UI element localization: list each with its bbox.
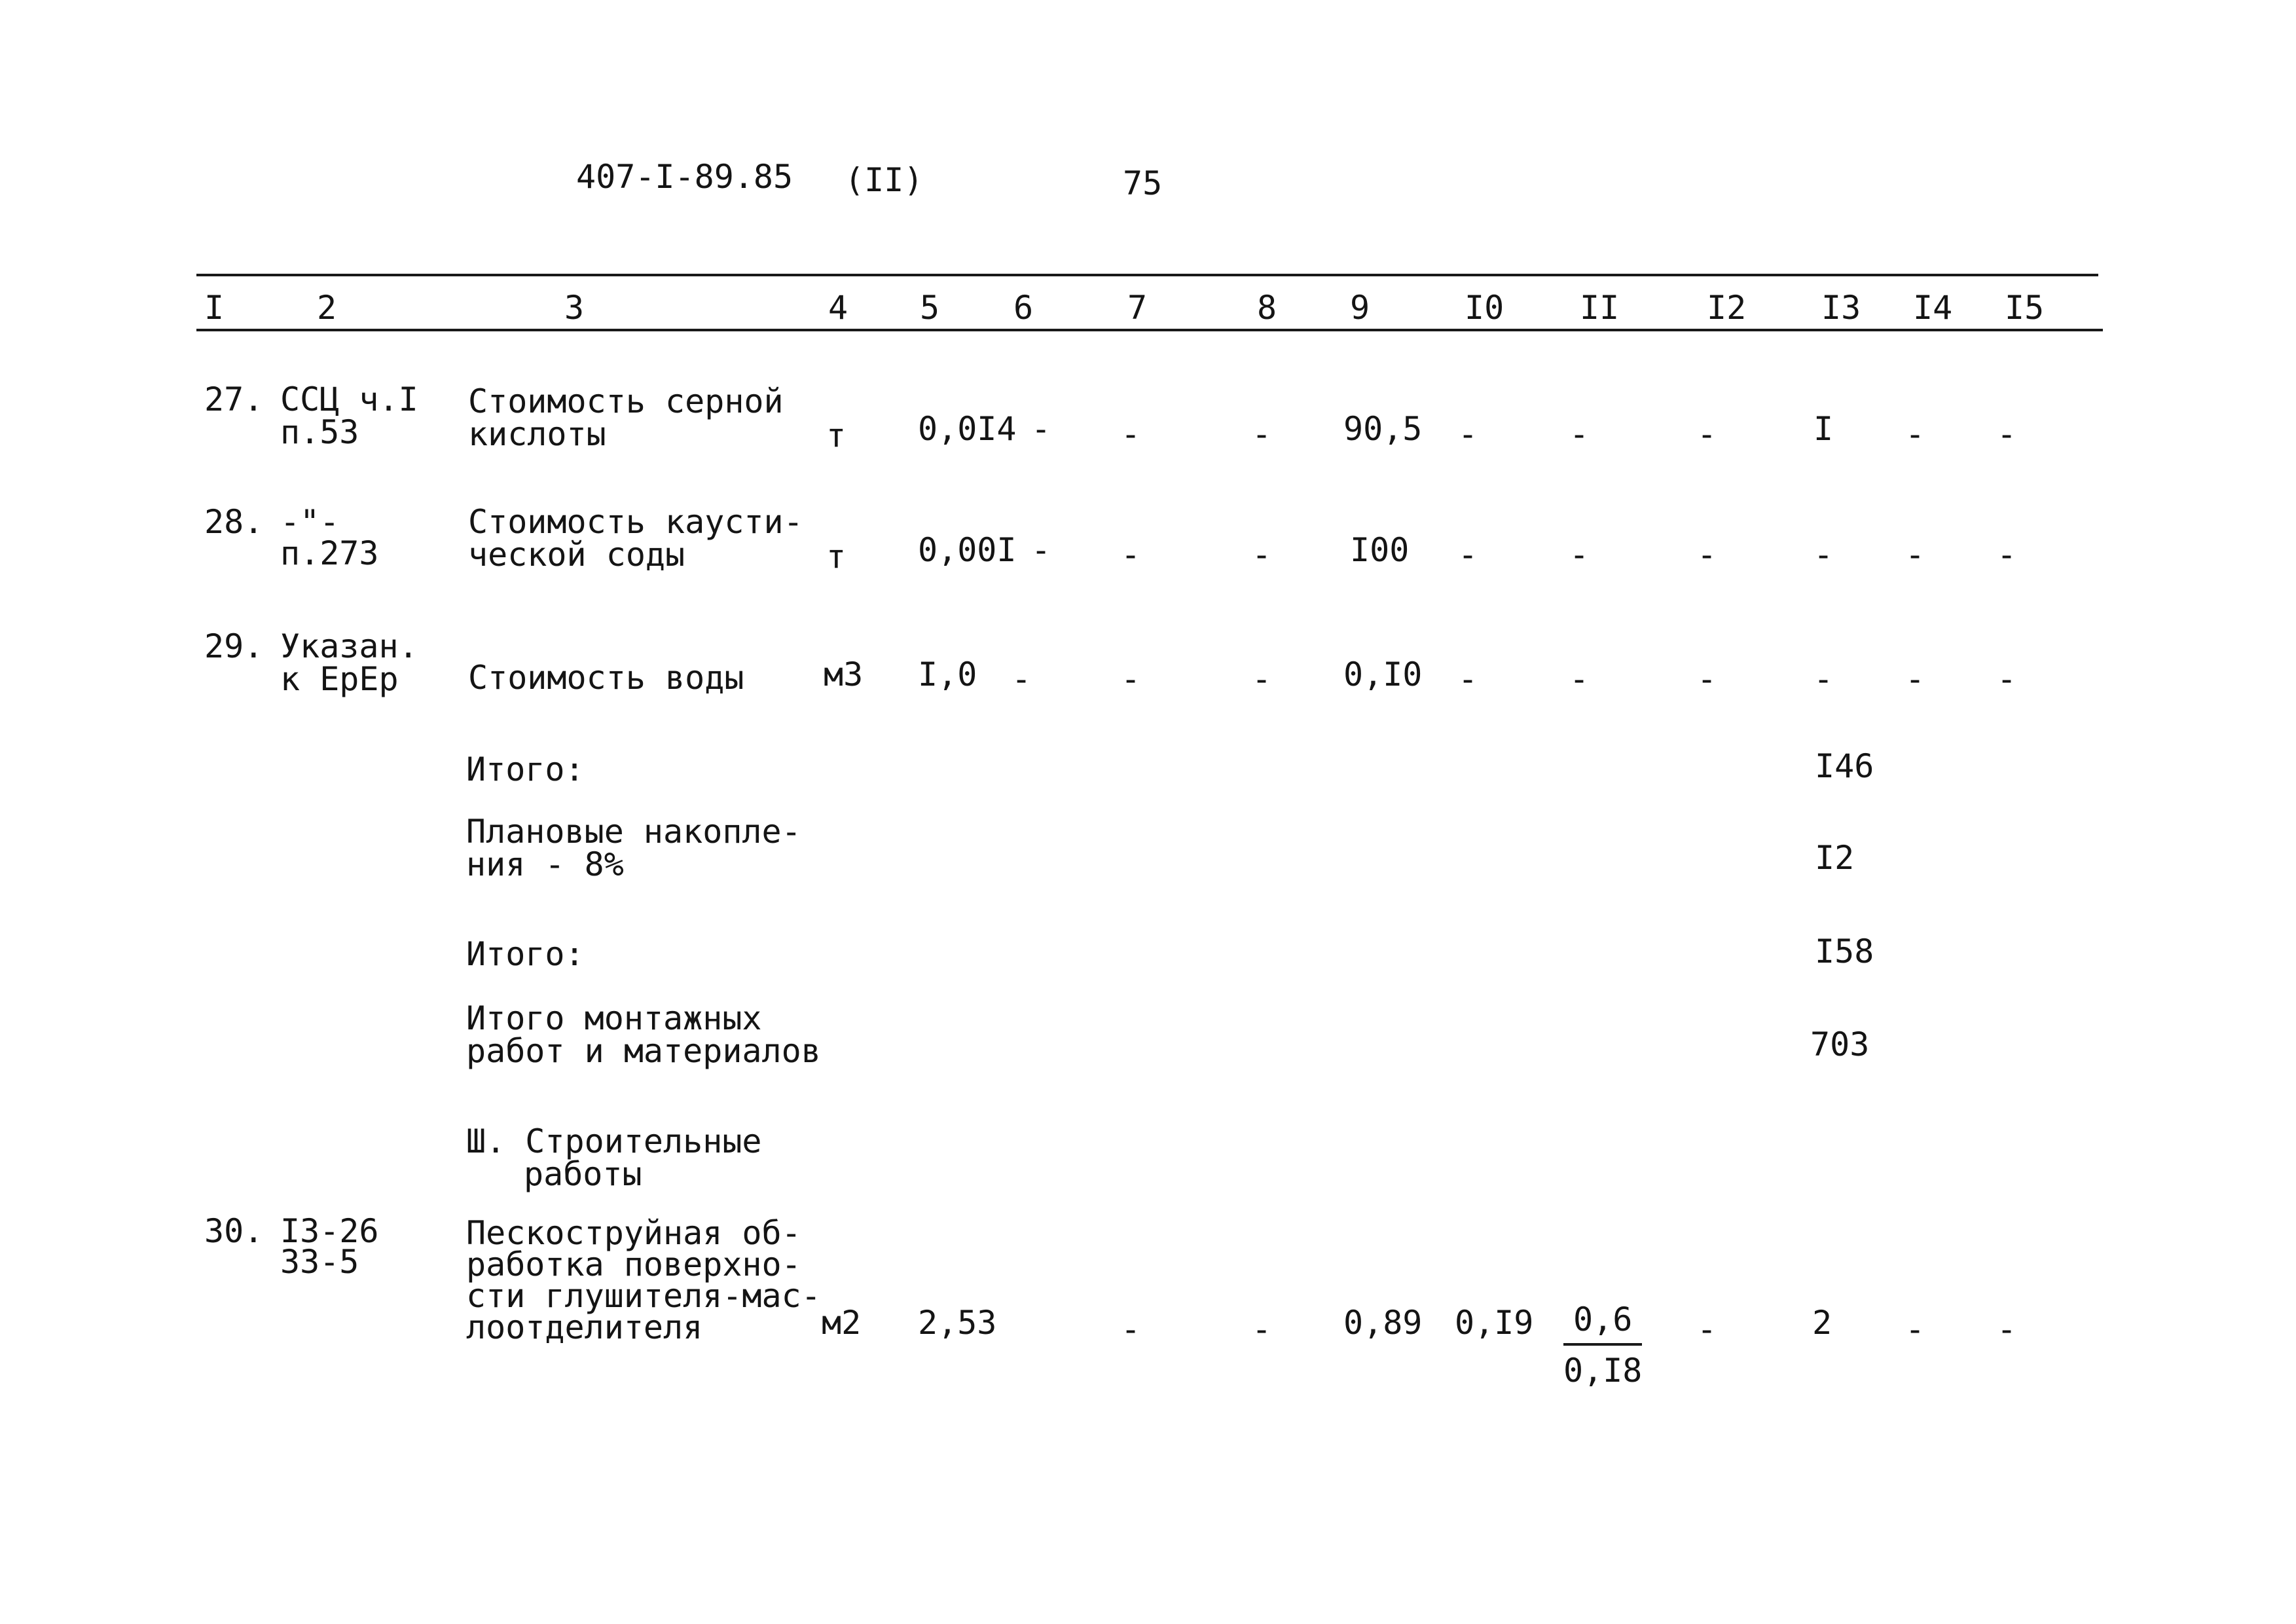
section-title: работы (524, 1155, 642, 1193)
row-code-line: -"- (280, 503, 340, 541)
row-cell-9: 0,89 (1343, 1304, 1423, 1342)
row-cell-10: - (1458, 415, 1478, 453)
column-header-8: 8 (1257, 289, 1277, 327)
column-header-11: II (1580, 289, 1620, 327)
row-cell-13: 2 (1812, 1304, 1832, 1342)
summary-value: I46 (1815, 747, 1874, 785)
row-cell-9: 90,5 (1343, 410, 1423, 448)
row-cell-7: - (1121, 1310, 1141, 1348)
row-cell-14: - (1905, 1310, 1925, 1348)
row-code-line: Указан. (280, 627, 418, 665)
column-header-2: 2 (317, 289, 337, 327)
row-cell-7: - (1121, 536, 1141, 574)
row-cell-7: - (1121, 660, 1141, 698)
row-code-line: п.273 (280, 534, 379, 572)
row-name-line: Стоимость каусти- (468, 503, 803, 541)
row-cell-12: - (1697, 415, 1717, 453)
row-cell-10: - (1458, 536, 1478, 574)
row-cell-5: 2,53 (918, 1304, 997, 1342)
row-cell-6: - (1031, 531, 1051, 569)
row-cell-8: - (1252, 1310, 1272, 1348)
row-code-line: к ЕрЕр (280, 660, 399, 698)
column-header-14: I4 (1913, 289, 1953, 327)
row-name-line: работка поверхно- (466, 1246, 801, 1283)
row-cell-14: - (1905, 415, 1925, 453)
row-name-line: ческой соды (468, 536, 685, 574)
row-unit: т (826, 538, 847, 576)
row-cell-8: - (1252, 536, 1272, 574)
column-header-6: 6 (1013, 289, 1034, 327)
page-number: 75 (1123, 164, 1163, 202)
summary-label: Итого монтажных (466, 999, 762, 1037)
column-header-7: 7 (1127, 289, 1148, 327)
column-header-13: I3 (1821, 289, 1861, 327)
summary-value: 703 (1810, 1025, 1870, 1063)
row-cell-10: - (1458, 660, 1478, 698)
row-cell-15: - (1997, 415, 2017, 453)
sheet-mark: (II) (845, 161, 924, 199)
row-name-line: кислоты (468, 415, 606, 453)
fraction-numerator: 0,6 (1563, 1300, 1642, 1346)
row-cell-15: - (1997, 536, 2017, 574)
summary-label: Итого: (466, 935, 585, 973)
row-unit: т (826, 416, 847, 454)
row-cell-5: I,0 (918, 655, 977, 693)
row-cell-5: 0,00I (918, 531, 1017, 569)
row-code-line: 33-5 (280, 1243, 359, 1281)
row-cell-14: - (1905, 536, 1925, 574)
row-number: 30. (204, 1212, 264, 1250)
section-title: Ш. Строительные (466, 1122, 762, 1160)
summary-label: Плановые накопле- (466, 813, 801, 851)
document-number: 407-I-89.85 (576, 158, 793, 196)
column-header-15: I5 (2005, 289, 2045, 327)
row-cell-13: I (1813, 410, 1834, 448)
row-cell-7: - (1121, 415, 1141, 453)
row-cell-11: - (1569, 415, 1590, 453)
row-cell-15: - (1997, 1310, 2017, 1348)
column-header-4: 4 (828, 289, 848, 327)
row-cell-8: - (1252, 415, 1272, 453)
summary-value: I2 (1815, 839, 1855, 877)
row-cell-6: - (1031, 410, 1051, 448)
row-unit: м2 (822, 1304, 862, 1342)
row-cell-12: - (1697, 536, 1717, 574)
row-cell-12: - (1697, 660, 1717, 698)
summary-value: I58 (1815, 932, 1874, 970)
row-cell-11: - (1569, 660, 1590, 698)
table-top-rule (196, 274, 2098, 276)
row-cell-14: - (1905, 660, 1925, 698)
row-cell-9: I00 (1350, 531, 1410, 569)
fraction-denominator: 0,I8 (1563, 1352, 1643, 1390)
column-header-9: 9 (1350, 289, 1370, 327)
row-cell-8: - (1252, 660, 1272, 698)
row-code-line: п.53 (280, 413, 359, 451)
summary-label: Итого: (466, 750, 585, 788)
summary-label: работ и материалов (466, 1032, 821, 1070)
row-number: 29. (204, 627, 264, 665)
summary-label: ния - 8% (466, 845, 624, 883)
column-header-1: I (204, 289, 225, 327)
row-code-line: I3-26 (280, 1212, 379, 1250)
row-cell-9: 0,I0 (1343, 655, 1423, 693)
column-header-5: 5 (920, 289, 940, 327)
row-cell-10: 0,I9 (1455, 1304, 1534, 1342)
row-cell-6: - (1011, 660, 1032, 698)
row-name-line: лоотделителя (466, 1308, 703, 1346)
row-name-line: Стоимость воды (468, 659, 744, 697)
row-number: 28. (204, 503, 264, 541)
row-number: 27. (204, 380, 264, 418)
table-header-rule (196, 329, 2103, 331)
row-cell-15: - (1997, 660, 2017, 698)
row-name-line: Пескоструйная об- (466, 1214, 801, 1252)
row-cell-12: - (1697, 1310, 1717, 1348)
row-cell-5: 0,0I4 (918, 410, 1017, 448)
row-unit: м3 (824, 655, 864, 693)
row-name-line: Стоимость серной (468, 382, 784, 420)
column-header-12: I2 (1707, 289, 1747, 327)
column-header-3: 3 (564, 289, 585, 327)
row-code-line: ССЦ ч.I (280, 380, 418, 418)
row-cell-13: - (1813, 660, 1834, 698)
row-cell-11-fraction (1563, 1300, 1642, 1390)
row-cell-11: - (1569, 536, 1590, 574)
column-header-10: I0 (1465, 289, 1504, 327)
row-name-line: сти глушителя-мас- (466, 1277, 821, 1315)
row-cell-13: - (1813, 536, 1834, 574)
